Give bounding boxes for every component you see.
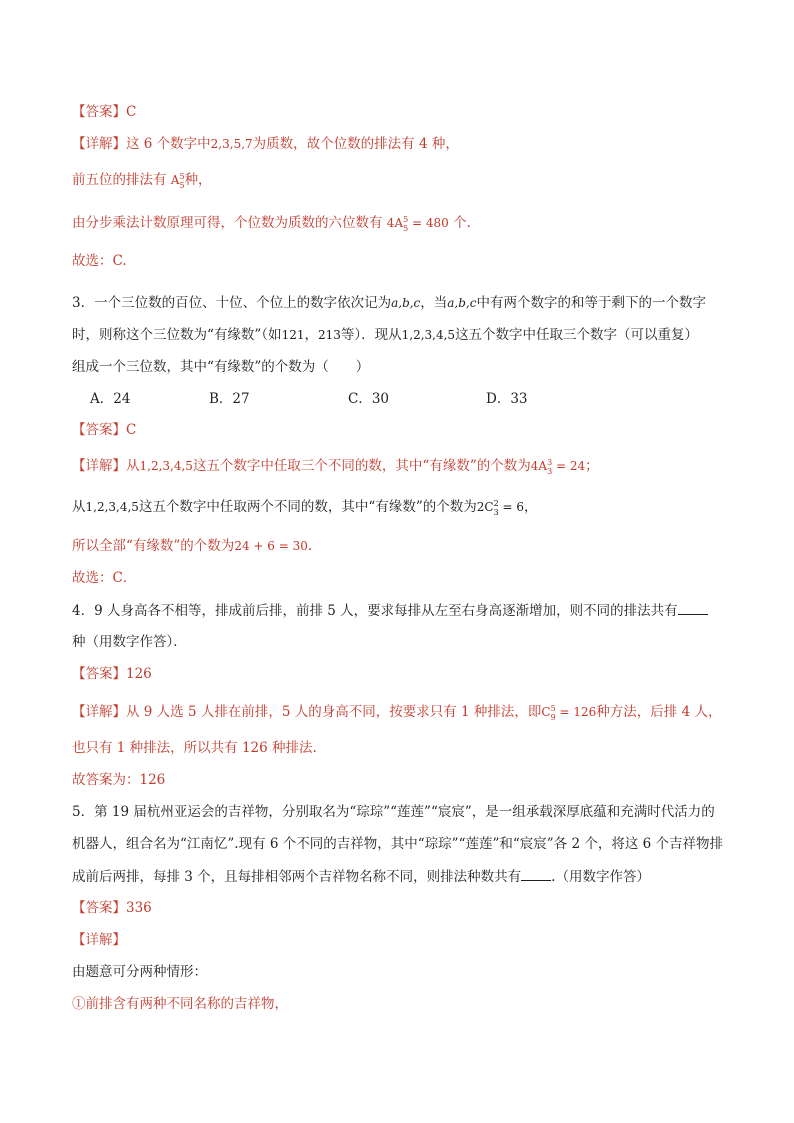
q3-stem-line-3: 组成一个三位数，其中“有缘数”的个数为（ ） <box>72 359 370 375</box>
detail-text: 这五个数字中任取两个不同的数，其中“有缘数”的个数为 <box>138 499 477 515</box>
math-subscript: 3 <box>493 507 499 517</box>
math-number: 1,2,3,4,5 <box>401 328 456 342</box>
math-expression <box>541 703 597 722</box>
q4-stem-line-2: 种（用数字作答）． <box>72 634 187 650</box>
answer-tag: 【答案】 <box>72 422 126 438</box>
detail-text: 个. <box>448 215 471 231</box>
detail-text: 种， <box>184 172 212 188</box>
q5-stem-line-1: 5．第 19 届杭州亚运会的吉祥物，分别取名为“琮琮”“莲莲”“宸宸”，是一组承载深厚底蕴和充满时代活力的 <box>72 804 715 820</box>
q3-answer-line <box>72 420 136 440</box>
q2-conclusion: 故选：C. <box>72 253 127 269</box>
math-subscript: 5 <box>403 223 409 233</box>
q5-detail-line-1: 由题意可分两种情形： <box>72 964 207 980</box>
q3-conclusion: 故选：C． <box>72 570 137 586</box>
q4-conclusion: 故答案为：126 <box>72 772 166 788</box>
math-number: 1,2,3,4,5 <box>85 500 139 514</box>
detail-text: ， <box>524 499 538 515</box>
detail-tag: 【详解】 <box>72 136 126 152</box>
q5-stem-line-3 <box>72 866 650 887</box>
stem-text: 成前后两排，每排 3 个，且每排相邻两个吉祥物名称不同，则排法种数共有 <box>72 869 522 885</box>
math-symbol: 2C <box>476 500 494 514</box>
q4-detail-line-2: 也只有 1 种排法，所以共有 126 种排法. <box>72 740 317 756</box>
math-superscript: 5 <box>403 214 409 224</box>
answer-tag: 【答案】 <box>72 666 126 682</box>
math-expression <box>530 457 586 476</box>
math-expression <box>386 214 449 233</box>
q4-detail-line-1 <box>72 702 721 722</box>
q3-option-a: A．24 <box>90 391 131 407</box>
answer-value: 126 <box>126 666 152 682</box>
stem-text: 3．一个三位数的百位、十位、个位上的数字依次记为 <box>72 295 392 311</box>
stem-text: ，当 <box>420 295 448 311</box>
math-symbol: 4A <box>386 216 404 230</box>
math-number: 1,2,3,4,5 <box>139 459 193 473</box>
math-superscript: 2 <box>493 498 499 508</box>
detail-text: . <box>307 538 313 554</box>
math-expression <box>170 171 185 190</box>
math-expression: 2,3,5,7 <box>210 137 253 151</box>
q2-detail-line-1 <box>72 134 459 154</box>
q3-detail-line-2 <box>72 497 538 517</box>
q5-answer-line <box>72 898 152 918</box>
q4-answer-line <box>72 664 152 684</box>
q3-option-d: D．33 <box>486 391 528 407</box>
answer-blank <box>678 600 708 615</box>
stem-text: 中有两个数字的和等于剩下的一个数字 <box>476 295 706 311</box>
detail-text: 这五个数字中任取三个不同的数，其中“有缘数”的个数为 <box>192 458 531 474</box>
math-symbol: 4A <box>530 459 548 473</box>
detail-text: 前五位的排法有 <box>72 172 171 188</box>
math-result: = 126 <box>555 705 597 719</box>
answer-blank <box>521 866 551 881</box>
math-variables: a,b,c <box>391 296 421 310</box>
stem-text: .（用数字作答） <box>551 869 650 885</box>
q5-detail-line-2: ①前排含有两种不同名称的吉祥物， <box>72 996 288 1012</box>
stem-text: ， <box>304 327 318 343</box>
math-result: = 24 <box>552 459 586 473</box>
math-number: 121 <box>281 328 305 342</box>
answer-tag: 【答案】 <box>72 900 126 916</box>
answer-value: C <box>126 422 137 438</box>
detail-text: 从 9 人选 5 人排在前排，5 人的身高不同，按要求只有 1 种排法，即 <box>126 704 542 720</box>
math-subscript: 3 <box>547 466 553 476</box>
math-expression <box>476 498 524 517</box>
math-result: = 480 <box>408 216 449 230</box>
math-superscript: 5 <box>179 171 185 181</box>
detail-text: 种方法，后排 4 人， <box>596 704 722 720</box>
q3-option-b: B．27 <box>209 391 250 407</box>
math-result: = 6 <box>498 500 524 514</box>
math-superscript: 5 <box>550 703 556 713</box>
q2-detail-line-2 <box>72 170 212 190</box>
answer-value: C <box>126 104 137 120</box>
math-number: 213 <box>317 328 341 342</box>
detail-text: ； <box>585 458 599 474</box>
answer-value: 336 <box>126 900 152 916</box>
answer-tag: 【答案】 <box>72 104 126 120</box>
detail-text: 所以全部“有缘数”的个数为 <box>72 538 235 554</box>
stem-text: 等）．现从 <box>340 327 402 343</box>
math-symbol: C <box>541 705 551 719</box>
detail-tag: 【详解】 <box>72 458 126 474</box>
math-symbol: A <box>170 173 180 187</box>
q3-detail-line-1 <box>72 456 599 476</box>
q2-answer-line <box>72 102 136 122</box>
q3-stem-line-2 <box>72 325 698 345</box>
math-superscript: 3 <box>547 457 553 467</box>
detail-text: 这 6 个数字中 <box>126 136 211 152</box>
detail-tag: 【详解】 <box>72 704 126 720</box>
stem-text: 时，则称这个三位数为“有缘数”（如 <box>72 327 282 343</box>
q3-detail-line-3 <box>72 536 312 556</box>
math-subscript: 5 <box>179 180 185 190</box>
math-expression: 24 + 6 = 30 <box>234 539 308 553</box>
q3-option-c: C．30 <box>348 391 390 407</box>
detail-text: 从 <box>72 499 86 515</box>
q5-detail-tag: 【详解】 <box>72 932 126 948</box>
q5-stem-line-2: 机器人，组合名为“江南忆”.现有 6 个不同的吉祥物，其中“琮琮”“莲莲”和“宸宸”各 2 个，将这 6 个吉祥物排 <box>72 836 724 852</box>
detail-text: 为质数，故个位数的排法有 4 种， <box>252 136 459 152</box>
detail-text: 从 <box>126 458 140 474</box>
stem-text: 这五个数字中任取三个数字（可以重复） <box>455 327 699 343</box>
q3-stem-line-1 <box>72 293 706 313</box>
math-variables: a,b,c <box>447 296 477 310</box>
q4-stem-line-1 <box>72 600 708 621</box>
detail-text: 由分步乘法计数原理可得，个位数为质数的六位数有 <box>72 215 387 231</box>
math-subscript: 9 <box>550 712 556 722</box>
stem-text: 4．9 人身高各不相等，排成前后排，前排 5 人，要求每排从左至右身高逐渐增加，则不同的排法共有 <box>72 603 678 619</box>
q2-detail-line-3 <box>72 213 471 233</box>
